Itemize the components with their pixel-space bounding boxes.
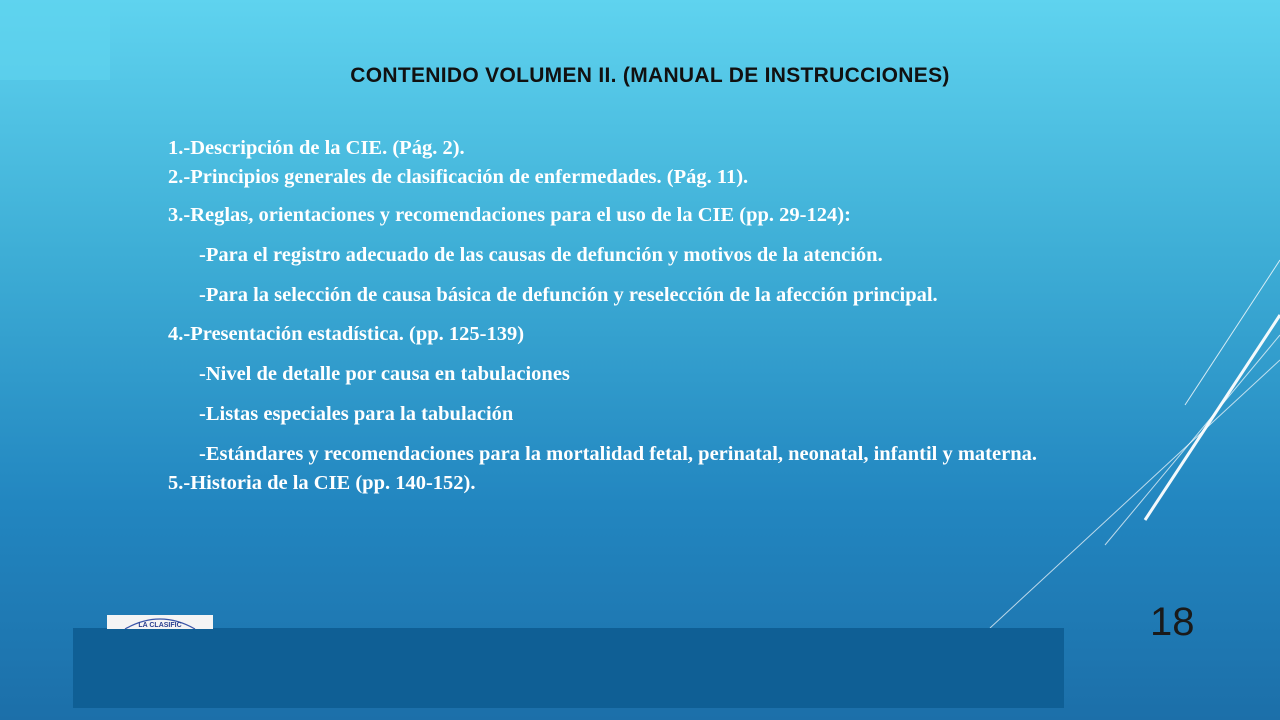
page-number: 18: [1150, 600, 1195, 644]
list-item: -Listas especiales para la tabulación: [199, 403, 514, 425]
content-list: [168, 134, 1110, 498]
list-item: -Para la selección de causa básica de defunción y reselección de la afección principal.: [199, 284, 938, 306]
list-item: 4.-Presentación estadística. (pp. 125-139): [168, 323, 525, 345]
svg-text:LA CLASIFIC: LA CLASIFIC: [138, 622, 182, 629]
list-item: 3.-Reglas, orientaciones y recomendaciones para el uso de la CIE (pp. 29-124):: [168, 204, 851, 226]
list-item: 2.-Principios generales de clasificación de enfermedades. (Pág. 11).: [168, 166, 749, 188]
logo: [107, 615, 213, 629]
list-item: -Estándares y recomendaciones para la mortalidad fetal, perinatal, neonatal, infantil y materna.: [199, 443, 1037, 465]
list-item: -Para el registro adecuado de las causas de defunción y motivos de la atención.: [199, 244, 883, 266]
slide-title: CONTENIDO VOLUMEN II. (MANUAL DE INSTRUCCIONES): [350, 64, 950, 87]
list-item: -Nivel de detalle por causa en tabulaciones: [199, 363, 570, 385]
list-item: 1.-Descripción de la CIE. (Pág. 2).: [168, 137, 465, 159]
list-item: 5.-Historia de la CIE (pp. 140-152).: [168, 472, 476, 494]
footer-bar: [73, 628, 1064, 708]
